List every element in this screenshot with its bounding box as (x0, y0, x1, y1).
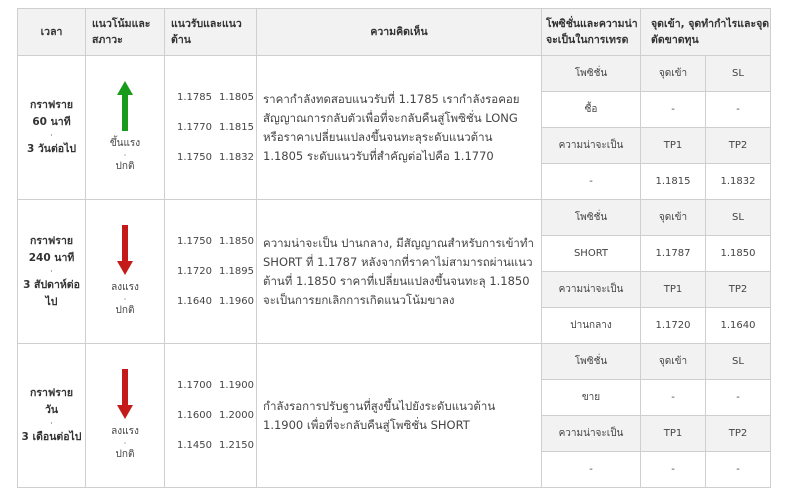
header-levels: แนวรับและแนวต้าน (165, 9, 257, 56)
sl-cell: SL (706, 200, 771, 236)
header-position: โพซิชั่นและความน่าจะเป็นในการเทรด (542, 9, 641, 56)
comment-cell: กำลังรอการปรับฐานที่สูงขึ้นไปยังระดับแนวต้าน 1.1900 เพื่อที่จะกลับคืนสู่โพซิชั่น SHORT (257, 344, 542, 488)
resistance-level: 1.1900 (219, 379, 254, 391)
entry-cell: 1.1720 (641, 308, 706, 344)
table-row (18, 200, 771, 236)
entry-cell: - (641, 452, 706, 488)
sl-cell: 1.1832 (706, 164, 771, 200)
support-level: 1.1785 (177, 91, 212, 103)
sl-cell: TP2 (706, 416, 771, 452)
level-pair (177, 90, 256, 106)
entry-cell: TP1 (641, 416, 706, 452)
resistance-level: 1.1960 (219, 295, 254, 307)
trend-cell (86, 200, 165, 344)
trend-state: ปกติ (115, 305, 135, 316)
arrow-down-icon (116, 225, 134, 275)
comment-cell: ความน่าจะเป็น ปานกลาง, มีสัญญาณสำหรับการเข้าทำ SHORT ที่ 1.1787 หลังจากที่ราคาไม่สามารถผ่านแนวต้านที่ 1.1850 ราคาที่เปลี่ยนแปลงขึ้นจนทะลุ 1.1850 จะเป็นการยกเลิกการเกิดแนวโน้มขาลง (257, 200, 542, 344)
support-level: 1.1600 (177, 409, 212, 421)
timeframe-period: 60 นาที (32, 116, 71, 128)
position-cell: โพซิชั่น (542, 200, 641, 236)
timeframe-cell (18, 344, 86, 488)
position-cell: - (542, 164, 641, 200)
sl-cell: SL (706, 56, 771, 92)
entry-cell: 1.1787 (641, 236, 706, 272)
support-level: 1.1700 (177, 379, 212, 391)
trend-cell (86, 344, 165, 488)
trend-cell (86, 56, 165, 200)
resistance-level: 1.2150 (219, 439, 254, 451)
support-level: 1.1750 (177, 235, 212, 247)
level-pair (177, 378, 256, 394)
resistance-level: 1.1895 (219, 265, 254, 277)
separator-dot: · (50, 266, 53, 276)
table-row (18, 344, 771, 380)
table-header-row (18, 9, 771, 56)
entry-cell: - (641, 92, 706, 128)
entry-cell: จุดเข้า (641, 200, 706, 236)
resistance-level: 1.1832 (219, 151, 254, 163)
support-level: 1.1770 (177, 121, 212, 133)
support-level: 1.1450 (177, 439, 212, 451)
timeframe-cell (18, 56, 86, 200)
entry-cell: TP1 (641, 128, 706, 164)
support-level: 1.1640 (177, 295, 212, 307)
separator-dot: · (50, 131, 53, 140)
resistance-level: 1.2000 (219, 409, 254, 421)
separator-dot: · (123, 295, 127, 304)
sl-cell: TP2 (706, 272, 771, 308)
trend-strength: ขึ้นแรง (109, 138, 141, 149)
position-cell: - (542, 452, 641, 488)
support-level: 1.1750 (177, 151, 212, 163)
entry-cell: จุดเข้า (641, 56, 706, 92)
position-cell: ความน่าจะเป็น (542, 128, 641, 164)
trend-strength: ลงแรง (111, 426, 139, 437)
sl-cell: - (706, 452, 771, 488)
sl-cell: 1.1640 (706, 308, 771, 344)
level-pair (177, 264, 256, 280)
position-cell: ปานกลาง (542, 308, 641, 344)
arrow-down-icon (116, 369, 134, 419)
forecast-table-container (17, 8, 770, 488)
level-pair (177, 408, 256, 424)
resistance-level: 1.1805 (219, 91, 254, 103)
resistance-level: 1.1850 (219, 235, 254, 247)
entry-cell: - (641, 380, 706, 416)
header-timeframe: เวลา (18, 9, 86, 56)
separator-dot: · (123, 439, 127, 448)
position-cell: โพซิชั่น (542, 56, 641, 92)
trend-strength: ลงแรง (111, 282, 139, 293)
level-pair (177, 120, 256, 136)
support-level: 1.1720 (177, 265, 212, 277)
trend-state: ปกติ (115, 161, 135, 172)
table-body (18, 56, 771, 488)
sl-cell: TP2 (706, 128, 771, 164)
position-cell: ความน่าจะเป็น (542, 416, 641, 452)
levels-cell (165, 344, 257, 488)
comment-cell: ราคากำลังทดสอบแนวรับที่ 1.1785 เรากำลังรอคอยสัญญาณการกลับตัวเพื่อที่จะกลับคืนสู่โพซิชั่น LONG หรือราคาเปลี่ยนแปลงขึ้นจนทะลุระดับแนวต้าน 1.1805 ระดับแนวรับที่สำคัญต่อไปคือ 1.1770 (257, 56, 542, 200)
level-pair (177, 234, 256, 250)
levels-cell (165, 56, 257, 200)
entry-cell: 1.1815 (641, 164, 706, 200)
table-row (18, 56, 771, 92)
entry-cell: TP1 (641, 272, 706, 308)
level-pair (177, 294, 256, 310)
timeframe-period: 240 นาที (28, 251, 75, 264)
sl-cell: - (706, 380, 771, 416)
timeframe-horizon: 3 วันต่อไป (26, 143, 77, 155)
timeframe-cell (18, 200, 86, 344)
timeframe-horizon: 3 สัปดาห์ต่อไป (23, 278, 80, 308)
sl-cell: 1.1850 (706, 236, 771, 272)
separator-dot: · (123, 151, 127, 160)
level-pair (177, 438, 256, 454)
timeframe-horizon: 3 เดือนต่อไป (21, 431, 82, 443)
header-comment: ความคิดเห็น (257, 9, 542, 56)
timeframe-label: กราฟราย (29, 387, 73, 399)
timeframe-label: กราฟราย (29, 99, 73, 111)
arrow-up-icon (116, 81, 134, 131)
levels-cell (165, 200, 257, 344)
separator-dot: · (50, 419, 53, 428)
resistance-level: 1.1815 (219, 121, 254, 133)
position-cell: ความน่าจะเป็น (542, 272, 641, 308)
timeframe-period: วัน (44, 404, 59, 416)
entry-cell: จุดเข้า (641, 344, 706, 380)
position-cell: โพซิชั่น (542, 344, 641, 380)
header-entry-exit: จุดเข้า, จุดทำกำไรและจุดตัดขาดทุน (641, 9, 771, 56)
position-cell: ขาย (542, 380, 641, 416)
trend-state: ปกติ (115, 449, 135, 460)
position-cell: ซื้อ (542, 92, 641, 128)
timeframe-label: กราฟราย (29, 234, 73, 247)
position-cell: SHORT (542, 236, 641, 272)
sl-cell: SL (706, 344, 771, 380)
header-trend: แนวโน้มและสภาวะ (86, 9, 165, 56)
sl-cell: - (706, 92, 771, 128)
forecast-table (17, 8, 771, 488)
level-pair (177, 150, 256, 166)
